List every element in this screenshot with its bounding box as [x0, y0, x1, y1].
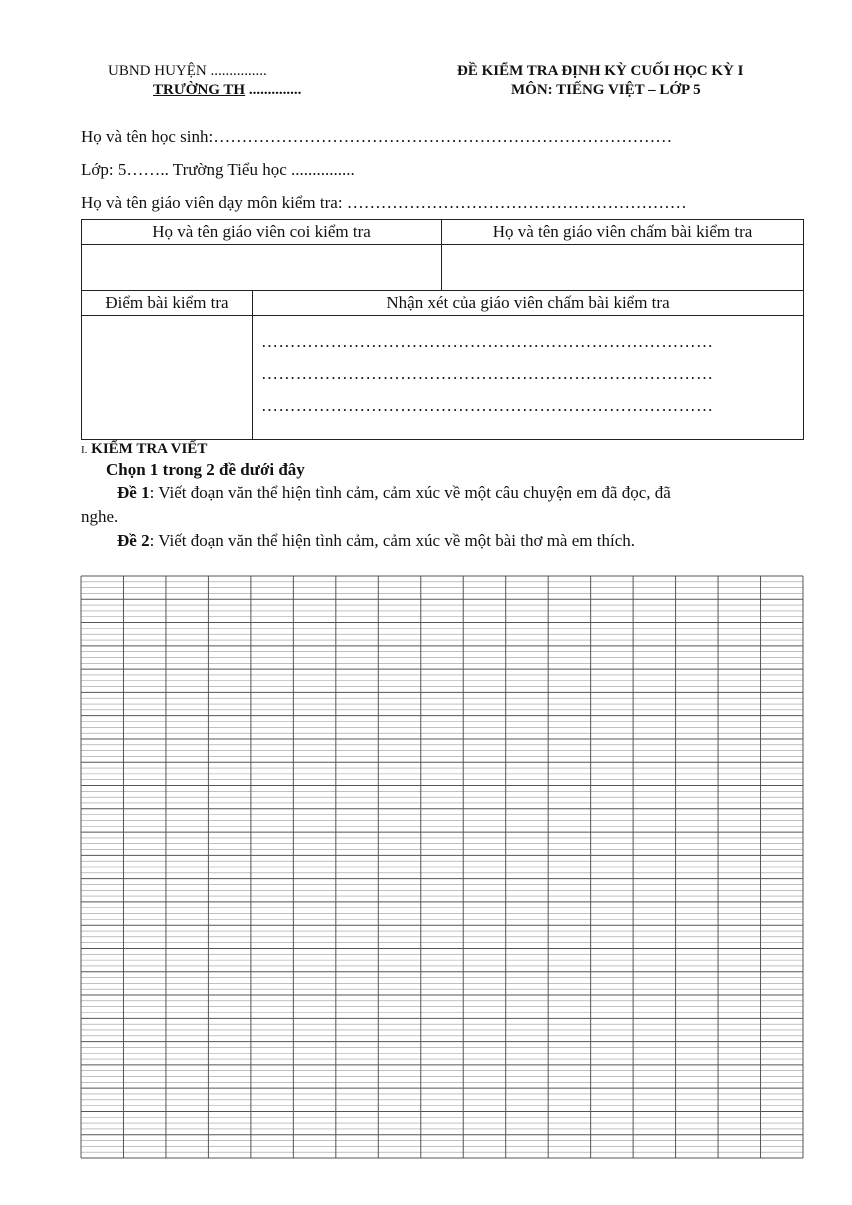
school-label-bold: TRƯỜNG TH: [153, 82, 246, 98]
school-label-dots: ..............: [245, 82, 302, 98]
score-header: Điểm bài kiểm tra: [82, 291, 253, 316]
grader-header: Họ và tên giáo viên chấm bài kiểm tra: [442, 220, 804, 245]
grader-name-cell[interactable]: [442, 245, 804, 291]
comment-line[interactable]: ……………………………………………………………………: [261, 396, 714, 415]
teacher-name-field[interactable]: Họ và tên giáo viên dạy môn kiểm tra: ……………………………………………………: [81, 193, 687, 212]
section-heading: [81, 441, 207, 458]
student-name-field[interactable]: Họ và tên học sinh:………………………………………………………………………: [81, 127, 673, 146]
topic-2-label: Đề 2: [117, 531, 150, 550]
section-title: KIỂM TRA VIẾT: [91, 441, 208, 457]
section-number: I.: [81, 444, 88, 456]
comment-header: Nhận xét của giáo viên chấm bài kiểm tra: [253, 291, 804, 316]
topic-2-text: : Viết đoạn văn thể hiện tình cảm, cảm xúc về một bài thơ mà em thích.: [149, 531, 635, 550]
topic-1-label: Đề 1: [117, 483, 150, 502]
comment-line[interactable]: ……………………………………………………………………: [261, 364, 714, 383]
topic-2: [117, 531, 635, 551]
invigilator-header: Họ và tên giáo viên coi kiểm tra: [82, 220, 442, 245]
school-label: [153, 82, 301, 99]
comment-line[interactable]: ……………………………………………………………………: [261, 332, 714, 351]
topic-1: [117, 483, 671, 503]
invigilator-name-cell[interactable]: [82, 245, 442, 291]
topic-1-continuation: nghe.: [81, 507, 119, 526]
exam-title: ĐỀ KIỂM TRA ĐỊNH KỲ CUỐI HỌC KỲ I: [457, 63, 744, 79]
instruction: Chọn 1 trong 2 đề dưới đây: [106, 460, 305, 479]
exam-subject: MÔN: TIẾNG VIỆT – LỚP 5: [511, 82, 701, 98]
topic-1-text: : Viết đoạn văn thể hiện tình cảm, cảm xúc về một câu chuyện em đã đọc, đã: [149, 483, 671, 502]
grading-table: [81, 219, 804, 440]
score-cell[interactable]: [82, 316, 253, 440]
class-field[interactable]: Lớp: 5…….. Trường Tiểu học ...............: [81, 160, 355, 179]
comment-cell[interactable]: [253, 316, 804, 440]
writing-grid[interactable]: [80, 575, 804, 1159]
district-label: UBND HUYỆN ...............: [108, 63, 267, 79]
